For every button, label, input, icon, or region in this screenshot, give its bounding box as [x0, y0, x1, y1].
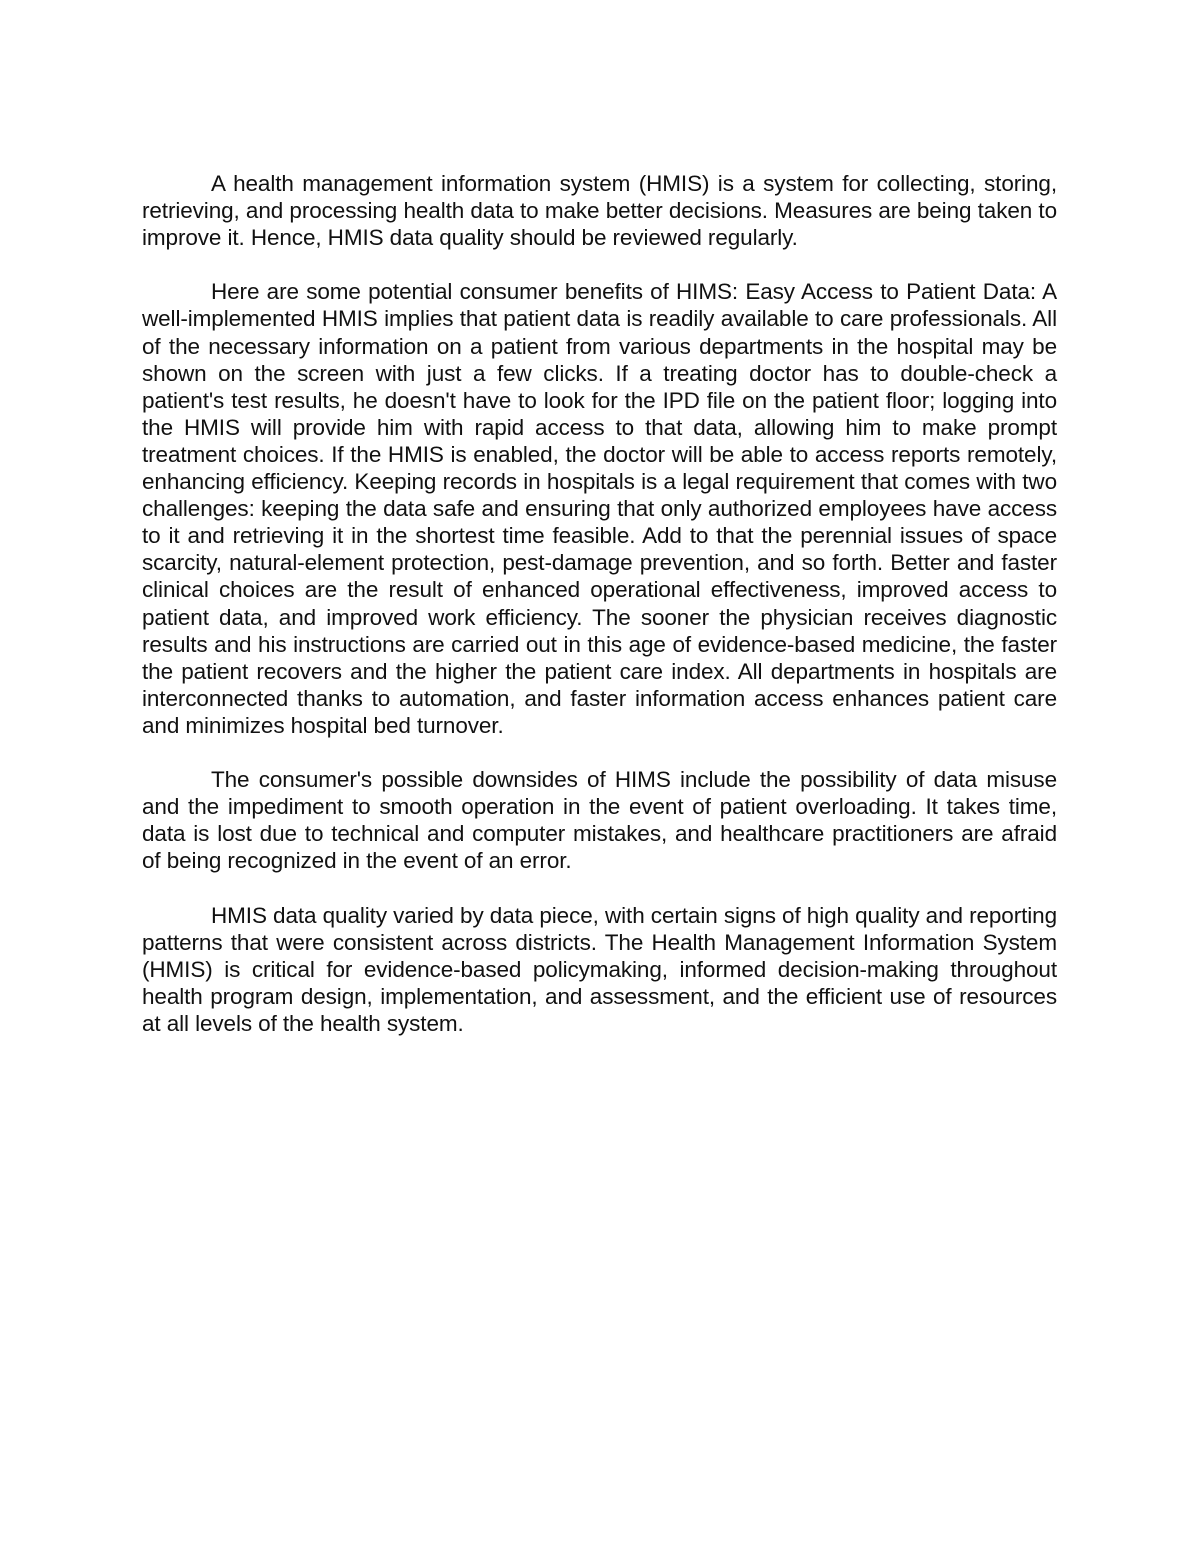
paragraph-hmis-definition: A health management information system (HMIS) is a system for collecting, storing, retrieving, and processing health data to make better decisions. Measures are being taken to improve it. Hence, HMIS data quality should be reviewed regularly.	[142, 171, 1057, 251]
document-body	[142, 170, 1057, 1064]
paragraph-data-quality: HMIS data quality varied by data piece, with certain signs of high quality and reporting patterns that were consistent across districts. The Health Management Information System (HMIS) is critical for evidence-based policymaking, informed decision-making throughout health program design, implementation, and assessment, and the efficient use of resources at all levels of the health system.	[142, 902, 1057, 1036]
paragraph-consumer-downsides: The consumer's possible downsides of HIMS include the possibility of data misuse and the impediment to smooth operation in the event of patient overloading. It takes time, data is lost due to technical and computer mistakes, and healthcare practitioners are afraid of being recognized in the event of an error.	[142, 767, 1057, 874]
paragraph-consumer-benefits: Here are some potential consumer benefits of HIMS: Easy Access to Patient Data: A well-implemented HMIS implies that patient data is readily available to care professionals. All of the necessary information on a patient from various departments in the hospital may be shown on the screen with just a few clicks. If a treating doctor has to double-check a patient's test results, he doesn't have to look for the IPD file on the patient floor; logging into the HMIS will provide him with rapid access to that data, allowing him to make prompt treatment choices. If the HMIS is enabled, the doctor will be able to access reports remotely, enhancing efficiency. Keeping records in hospitals is a legal requirement that comes with two challenges: keeping the data safe and ensuring that only authorized employees have access to it and retrieving it in the shortest time feasible. Add to that the perennial issues of space scarcity, natural-element protection, pest-damage prevention, and so forth. Better and faster clinical choices are the result of enhanced operational effectiveness, improved access to patient data, and improved work efficiency. The sooner the physician receives diagnostic results and his instructions are carried out in this age of evidence-based medicine, the faster the patient recovers and the higher the patient care index. All departments in hospitals are interconnected thanks to automation, and faster information access enhances patient care and minimizes hospital bed turnover.	[142, 279, 1057, 738]
